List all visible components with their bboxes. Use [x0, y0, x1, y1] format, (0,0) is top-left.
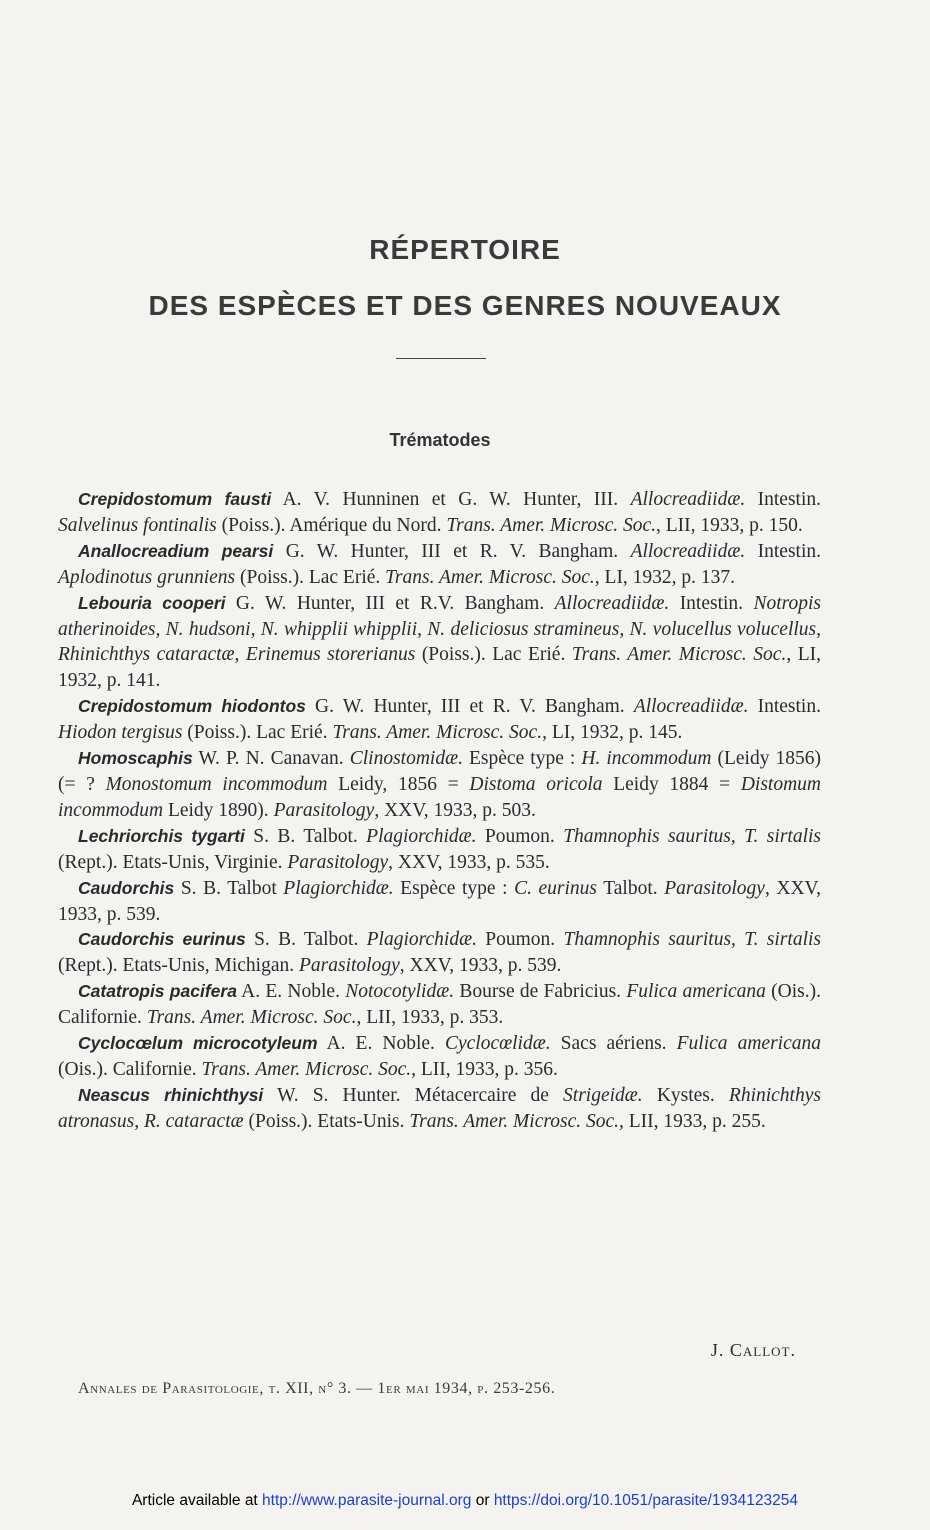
entry-text: , LII, 1933, p. 150. [656, 514, 803, 536]
entry-italic: Trans. Amer. Microsc. Soc. [332, 722, 543, 744]
entry-text: Intestin. [669, 592, 754, 614]
entry-9 [58, 979, 821, 1031]
entry-text: Leidy 1890). [163, 799, 274, 821]
entry-text: Intestin. [745, 489, 821, 510]
entry-italic: Cyclocœlidæ. [444, 1033, 551, 1055]
entry-text: (Poiss.). Lac Erié. [182, 722, 333, 744]
entry-text: , LII, 1933, p. 255. [619, 1110, 766, 1132]
entry-text: Intestin. [748, 696, 821, 718]
entry-italic: Plagiorchidæ. [283, 877, 394, 899]
entry-text: , LI, 1932, p. 145. [542, 722, 683, 744]
entry-italic: Allocreadiidæ. [630, 489, 746, 510]
entry-text: , XXV, 1933, p. 535. [388, 851, 550, 873]
entry-text: Leidy, 1856 = [327, 773, 470, 795]
entry-text: Bourse de Fabricius. [454, 981, 627, 1003]
entry-italic: Parasitology [287, 851, 389, 873]
entries-list [58, 487, 821, 1135]
entry-text: G. W. Hunter, III et R.V. Bangham. [225, 592, 555, 614]
entry-text: S. B. Talbot. [245, 929, 367, 951]
entry-text: (Poiss.). Etats-Unis. [243, 1110, 410, 1132]
entry-genus: Lechriorchis tygarti [78, 825, 245, 846]
entry-genus: Crepidostomum hiodontos [78, 696, 306, 717]
entry-text: , LI, 1932, p. 137. [594, 566, 736, 588]
entry-8 [58, 927, 821, 979]
entry-italic: Trans. Amer. Microsc. Soc. [446, 514, 656, 536]
entry-text: Sacs aériens. [550, 1033, 677, 1055]
page-subtitle: DES ESPÈCES ET DES GENRES NOUVEAUX [148, 290, 782, 321]
entry-text: Espèce type : [393, 877, 515, 899]
entry-italic: Plagiorchidæ. [366, 929, 477, 951]
entry-genus: Crepidostomum fausti [78, 489, 272, 509]
entry-text: , LI, 1932, p. 141. [58, 644, 822, 692]
entry-text: Kystes. [642, 1084, 729, 1106]
entry-text: G. W. Hunter, III et R. V. Bangham. [273, 540, 631, 562]
entry-italic: Plagiorchidæ. [366, 825, 477, 847]
entry-text: G. W. Hunter, III et R. V. Bangham. [305, 696, 634, 718]
entry-text: (Rept.). Etats-Unis, Virginie. [58, 851, 288, 873]
entry-text: (Leidy 1856) (= ? [58, 748, 821, 795]
entry-italic: Fulica americana [676, 1033, 821, 1055]
entry-genus: Catatropis pacifera [78, 981, 237, 1002]
entry-3 [58, 591, 821, 695]
entry-italic: Monostomum incommodum [105, 773, 328, 795]
entry-italic: Rhinichthys atronasus, R. cataractæ [58, 1084, 821, 1132]
entry-genus: Lebouria cooperi [78, 592, 226, 613]
doi-link[interactable]: https://doi.org/10.1051/parasite/1934123254 [493, 1492, 799, 1509]
entry-text: (Rept.). Etats-Unis, Michigan. [58, 955, 299, 977]
entry-genus: Caudorchis [78, 877, 175, 898]
entry-text: Leidy 1884 = [602, 773, 741, 795]
entry-text: S. B. Talbot [174, 877, 284, 899]
entry-genus: Homoscaphis [78, 748, 193, 769]
entry-text: (Ois.). Californie. [58, 981, 821, 1029]
entry-italic: Notropis atherinoides, N. hudsoni, N. whipplii whipplii, N. deliciosus stramineus, N. volucellus volucellus, Rhinichthys cataractæ, Erinemus storerianus [58, 592, 822, 666]
entry-italic: Thamnophis sauritus, T. sirtalis [563, 929, 821, 951]
entry-italic: Parasitology [299, 955, 400, 977]
entry-italic: Distomum incommodum [58, 773, 821, 821]
entry-6 [58, 824, 821, 876]
title-divider [396, 358, 486, 359]
entry-italic: Thamnophis sauritus, T. sirtalis [563, 825, 821, 847]
entry-italic: Parasitology [664, 877, 765, 899]
entry-italic: Allocreadiidæ. [633, 696, 749, 718]
entry-italic: Hiodon tergisus [58, 722, 183, 744]
entry-italic: Trans. Amer. Microsc. Soc. [201, 1058, 412, 1080]
footer-middle: or [471, 1492, 494, 1509]
entry-7 [58, 876, 821, 928]
entry-text: , XXV, 1933, p. 539. [58, 877, 821, 925]
entry-11 [58, 1083, 821, 1135]
entry-text: , LII, 1933, p. 353. [356, 1007, 504, 1029]
footer-availability [0, 1492, 930, 1510]
entry-text: (Ois.). Californie. [58, 1058, 202, 1080]
journal-link[interactable]: http://www.parasite-journal.org [262, 1492, 472, 1509]
section-heading: Trématodes [389, 430, 491, 450]
entry-italic: Trans. Amer. Microsc. Soc. [146, 1007, 357, 1029]
entry-italic: Fulica americana [626, 981, 766, 1003]
entry-text: Talbot. [597, 877, 665, 899]
footer-prefix: Article available at [131, 1492, 263, 1509]
entry-italic: Distoma oricola [469, 773, 603, 795]
entry-10 [58, 1031, 821, 1083]
entry-text: , LII, 1933, p. 356. [411, 1058, 558, 1080]
entry-italic: Notocotylidæ. [345, 981, 455, 1003]
entry-genus: Anallocreadium pearsi [78, 540, 274, 561]
entry-italic: Trans. Amer. Microsc. Soc. [385, 566, 595, 588]
entry-italic: Strigeidæ. [563, 1084, 643, 1106]
entry-4 [58, 694, 821, 746]
entry-genus: Neascus rhinichthysi [78, 1084, 264, 1105]
entry-text: A. E. Noble. [317, 1033, 445, 1055]
entry-italic: H. incommodum [581, 748, 712, 770]
entry-italic: Allocreadiidæ. [630, 540, 746, 562]
entry-text: Poumon. [476, 825, 564, 847]
entry-text: A. V. Hunninen et G. W. Hunter, III. [271, 489, 631, 510]
entry-text: , XXV, 1933, p. 539. [399, 955, 562, 977]
entry-2 [58, 539, 821, 591]
entry-text: W. P. N. Canavan. [192, 748, 350, 770]
entry-text: Intestin. [745, 540, 821, 562]
entry-italic: Allocreadiidæ. [554, 592, 670, 614]
entry-text: Poumon. [476, 929, 564, 951]
entry-italic: Trans. Amer. Microsc. Soc. [571, 644, 787, 666]
entry-italic: Aplodinotus grunniens [58, 566, 236, 588]
entry-1 [58, 487, 821, 539]
entry-5 [58, 746, 821, 824]
entry-text: (Poiss.). Lac Erié. [415, 644, 572, 666]
page-title: RÉPERTOIRE [369, 234, 561, 265]
entry-text: , XXV, 1933, p. 503. [374, 799, 536, 821]
entry-text: (Poiss.). Lac Erié. [235, 566, 386, 588]
author-signature: J. Callot. [710, 1340, 796, 1360]
entry-italic: Salvelinus fontinalis [58, 514, 217, 536]
entry-text: W. S. Hunter. Métacercaire de [263, 1084, 564, 1106]
entry-genus: Cyclocœlum microcotyleum [78, 1033, 318, 1054]
entry-italic: Clinostomidæ. [349, 748, 463, 770]
entry-text: (Poiss.). Amérique du Nord. [216, 514, 447, 536]
entry-italic: Trans. Amer. Microsc. Soc. [409, 1110, 619, 1132]
entry-text: S. B. Talbot. [244, 825, 367, 847]
entry-text: Espèce type : [462, 748, 582, 770]
entry-italic: C. eurinus [514, 877, 597, 899]
entry-text: A. E. Noble. [236, 981, 346, 1003]
entry-italic: Parasitology [273, 799, 375, 821]
entry-genus: Caudorchis eurinus [78, 929, 246, 950]
journal-reference: Annales de Parasitologie, t. XII, n° 3. — 1er mai 1934, p. 253-256. [78, 1380, 556, 1397]
